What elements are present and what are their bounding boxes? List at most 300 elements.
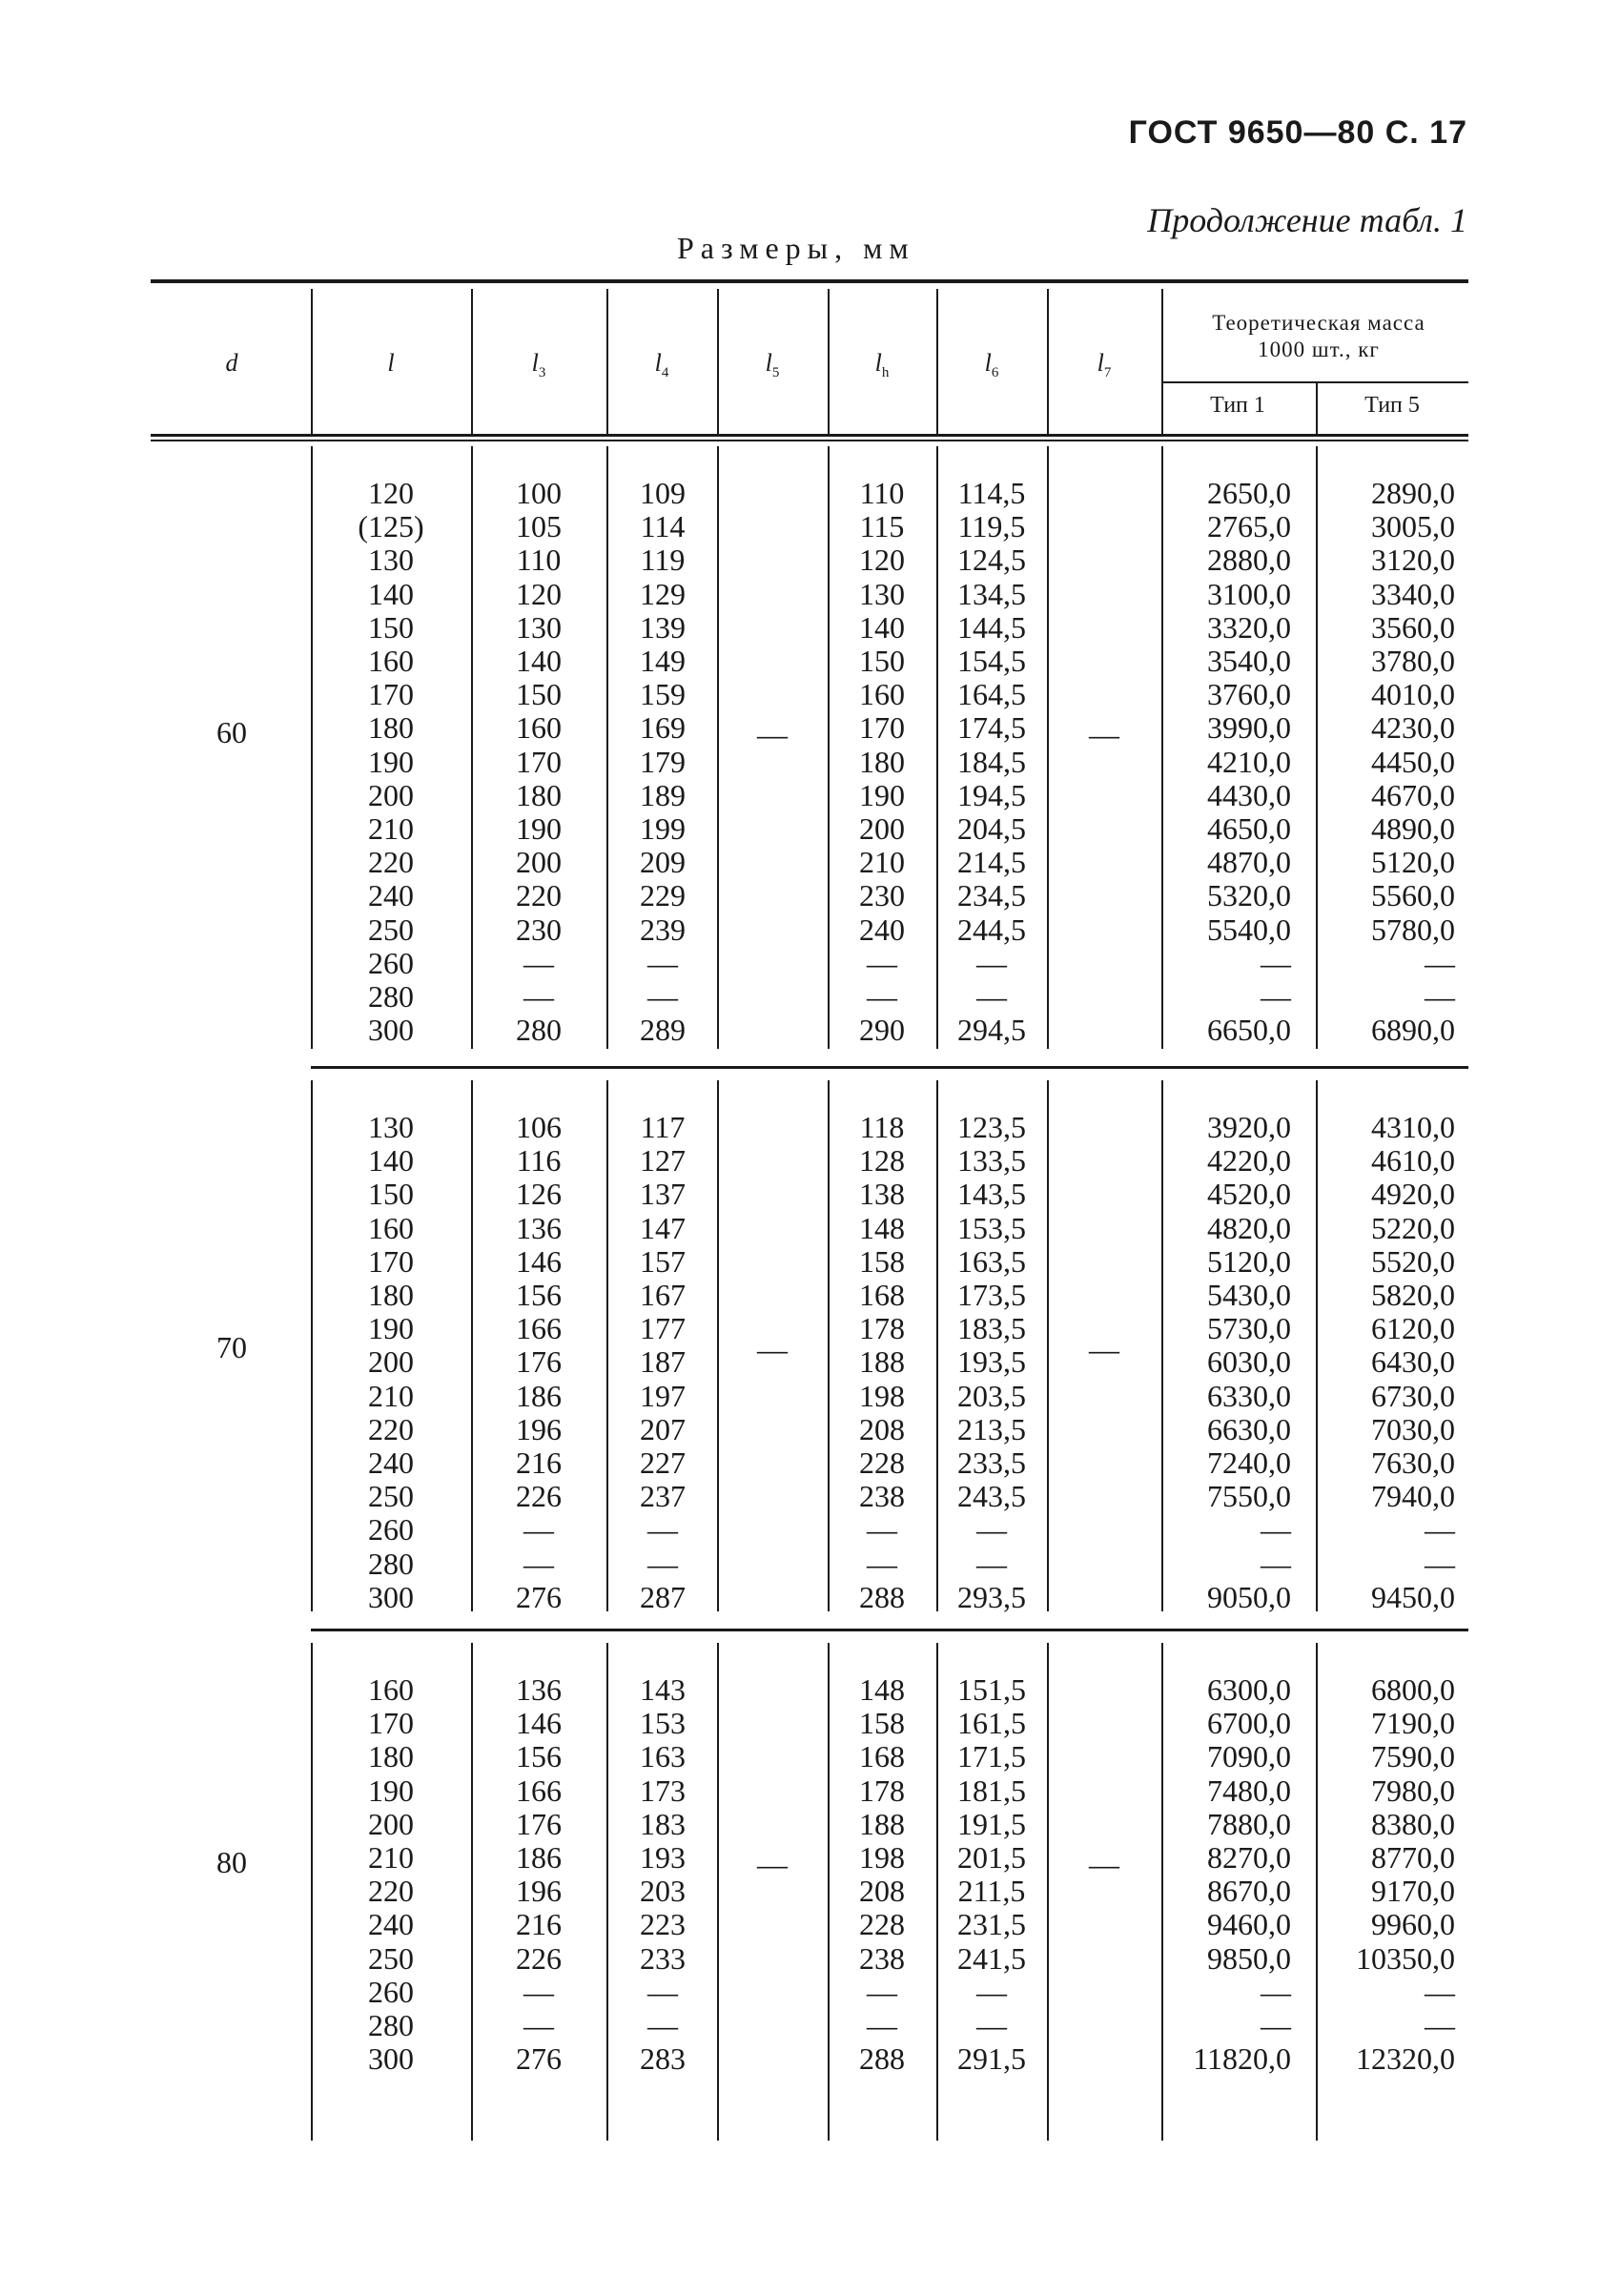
l3-cell: 160 — [516, 710, 562, 746]
l6-cell: 171,5 — [957, 1739, 1026, 1774]
column-divider-line — [606, 1643, 608, 2141]
l3-cell: 110 — [516, 543, 562, 578]
l-cell: 170 — [368, 677, 414, 712]
column-divider-line — [311, 1643, 313, 2141]
column-header-type5: Тип 5 — [1364, 393, 1420, 418]
lh-cell: 158 — [859, 1243, 905, 1279]
column-header-l7: $l_7$ — [1097, 349, 1112, 381]
mass-type5-cell: 5520,0 — [1371, 1243, 1455, 1279]
table-caption: Размеры, мм — [677, 231, 915, 265]
lh-cell: 238 — [859, 1940, 905, 1976]
l6-cell: 119,5 — [957, 509, 1026, 544]
column-header-l4: $l_4$ — [654, 349, 669, 381]
l6-cell: 184,5 — [957, 744, 1026, 779]
l4-cell: 149 — [640, 644, 686, 678]
lh-cell: 118 — [859, 1110, 905, 1144]
mass-type1-cell: — — [1261, 1546, 1291, 1581]
l7-value: — — [1089, 717, 1119, 751]
mass-type5-cell: 9960,0 — [1371, 1907, 1455, 1942]
l3-cell: 216 — [516, 1445, 562, 1480]
lh-cell: 238 — [859, 1479, 905, 1514]
column-divider-line — [471, 1080, 473, 1611]
l4-cell: 183 — [640, 1806, 686, 1841]
lh-cell: 178 — [859, 1311, 905, 1346]
lh-cell: 115 — [859, 509, 905, 544]
l3-cell: 166 — [516, 1773, 562, 1808]
mass-type5-cell: 5120,0 — [1371, 845, 1455, 880]
mass-type1-cell: 3320,0 — [1207, 609, 1291, 645]
mass-type1-cell: 3760,0 — [1207, 677, 1291, 712]
l6-cell: 191,5 — [957, 1806, 1026, 1841]
column-divider-line — [936, 1080, 938, 1611]
l3-cell: 106 — [516, 1110, 562, 1144]
l3-cell: 120 — [516, 576, 562, 611]
l-cell: 160 — [368, 644, 414, 678]
l4-cell: 283 — [640, 2041, 686, 2077]
mass-type1-cell: 6300,0 — [1207, 1672, 1291, 1707]
mass-type5-cell: 7190,0 — [1371, 1706, 1455, 1741]
mass-type5-cell: 9170,0 — [1371, 1874, 1455, 1909]
lh-cell: 198 — [859, 1840, 905, 1875]
l-cell: 130 — [368, 1110, 414, 1144]
column-divider-line — [936, 289, 938, 434]
l6-cell: 183,5 — [957, 1311, 1026, 1346]
l4-cell: — — [647, 1546, 678, 1581]
column-divider-line — [1161, 289, 1163, 434]
column-divider-line — [936, 1643, 938, 2141]
mass-type1-cell: 4430,0 — [1207, 777, 1291, 812]
l-cell: 280 — [368, 1546, 414, 1581]
l6-cell: 214,5 — [957, 845, 1026, 880]
mass-type5-cell: 7940,0 — [1371, 1479, 1455, 1514]
column-divider-line — [1316, 446, 1318, 1049]
l4-cell: — — [647, 2008, 678, 2042]
lh-cell: 120 — [859, 543, 905, 578]
l7-value: — — [1089, 1847, 1119, 1881]
l4-cell: 209 — [640, 845, 686, 880]
l6-cell: — — [976, 2008, 1007, 2042]
column-divider-line — [1161, 1643, 1163, 2141]
mass-type5-cell: 3120,0 — [1371, 543, 1455, 578]
l3-cell: 276 — [516, 2041, 562, 2077]
mass-type1-cell: 6700,0 — [1207, 1706, 1291, 1741]
l-cell: 160 — [368, 1672, 414, 1707]
mass-type1-cell: — — [1261, 1512, 1291, 1548]
lh-cell: 128 — [859, 1143, 905, 1179]
l4-cell: 119 — [640, 543, 686, 578]
l-cell: 240 — [368, 878, 414, 913]
mass-type5-cell: 5820,0 — [1371, 1278, 1455, 1312]
column-divider-line — [936, 446, 938, 1049]
column-header-l3: $l_3$ — [531, 349, 546, 381]
column-divider-line — [606, 289, 608, 434]
l4-cell: 207 — [640, 1411, 686, 1446]
l3-cell: 196 — [516, 1411, 562, 1446]
mass-type5-cell: 6430,0 — [1371, 1344, 1455, 1380]
l4-cell: 127 — [640, 1143, 686, 1179]
l5-value: — — [757, 717, 788, 751]
l6-cell: 163,5 — [957, 1243, 1026, 1279]
l3-cell: 176 — [516, 1806, 562, 1841]
mass-type5-cell: 4010,0 — [1371, 677, 1455, 712]
diameter-value: 60 — [216, 715, 247, 749]
l6-cell: 114,5 — [957, 476, 1026, 510]
l-cell: 170 — [368, 1706, 414, 1741]
l6-cell: 143,5 — [957, 1177, 1026, 1212]
column-header-l: l — [387, 349, 395, 377]
l-cell: 200 — [368, 777, 414, 812]
lh-cell: 138 — [859, 1177, 905, 1212]
mass-type1-cell: 7090,0 — [1207, 1739, 1291, 1774]
mass-type5-cell: 12320,0 — [1356, 2041, 1455, 2077]
l4-cell: — — [647, 1512, 678, 1548]
l-cell: 260 — [368, 1974, 414, 2009]
column-header-mass — [1161, 310, 1476, 363]
column-divider-line — [1316, 1643, 1318, 2141]
l6-cell: — — [976, 979, 1007, 1014]
l-cell: 240 — [368, 1907, 414, 1942]
mass-type5-cell: 8380,0 — [1371, 1806, 1455, 1841]
l6-cell: 124,5 — [957, 543, 1026, 578]
l-cell: 190 — [368, 744, 414, 779]
l4-cell: 109 — [640, 476, 686, 510]
mass-type1-cell: 6650,0 — [1207, 1013, 1291, 1048]
l6-cell: — — [976, 1974, 1007, 2009]
mass-type5-cell: 6120,0 — [1371, 1311, 1455, 1346]
mass-subheader-rule — [1161, 381, 1468, 383]
column-divider-line — [828, 1080, 830, 1611]
l6-cell: 133,5 — [957, 1143, 1026, 1179]
lh-cell: 160 — [859, 677, 905, 712]
mass-type5-cell: 6890,0 — [1371, 1013, 1455, 1048]
lh-cell: — — [867, 979, 897, 1014]
l3-cell: 146 — [516, 1243, 562, 1279]
mass-type5-cell: 10350,0 — [1356, 1940, 1455, 1976]
l4-cell: 143 — [640, 1672, 686, 1707]
l3-cell: 186 — [516, 1840, 562, 1875]
l3-cell: 200 — [516, 845, 562, 880]
mass-type1-cell: 4210,0 — [1207, 744, 1291, 779]
column-header-lh: $l_h$ — [874, 349, 890, 381]
l3-cell: 230 — [516, 912, 562, 947]
lh-cell: 200 — [859, 811, 905, 846]
l4-cell: 114 — [640, 509, 686, 544]
l4-cell: 203 — [640, 1874, 686, 1909]
lh-cell: 228 — [859, 1445, 905, 1480]
mass-type1-cell: 11820,0 — [1193, 2041, 1291, 2077]
l4-cell: 199 — [640, 811, 686, 846]
l3-cell: — — [523, 2008, 554, 2042]
l6-cell: 243,5 — [957, 1479, 1026, 1514]
lh-cell: 198 — [859, 1378, 905, 1413]
lh-cell: 188 — [859, 1344, 905, 1380]
l6-cell: 211,5 — [957, 1874, 1026, 1909]
mass-type5-cell: 4450,0 — [1371, 744, 1455, 779]
l6-cell: — — [976, 1512, 1007, 1548]
mass-type5-cell: — — [1425, 2008, 1455, 2042]
mass-type1-cell: 8670,0 — [1207, 1874, 1291, 1909]
l4-cell: 189 — [640, 777, 686, 812]
mass-type1-cell: 5430,0 — [1207, 1278, 1291, 1312]
l6-cell: 193,5 — [957, 1344, 1026, 1380]
lh-cell: 168 — [859, 1739, 905, 1774]
mass-type5-cell: 8770,0 — [1371, 1840, 1455, 1875]
l-cell: 280 — [368, 2008, 414, 2042]
lh-cell: — — [867, 1974, 897, 2009]
l3-cell: 100 — [516, 476, 562, 510]
mass-type5-cell: 4230,0 — [1371, 710, 1455, 746]
l4-cell: 169 — [640, 710, 686, 746]
l3-cell: — — [523, 1512, 554, 1548]
mass-type1-cell: 4520,0 — [1207, 1177, 1291, 1212]
group-separator-rule — [311, 1629, 1468, 1631]
mass-type5-cell: 4310,0 — [1371, 1110, 1455, 1144]
column-header-l6: $l_6$ — [984, 349, 999, 381]
l4-cell: 153 — [640, 1706, 686, 1741]
mass-type5-cell: 3340,0 — [1371, 576, 1455, 611]
l6-cell: 244,5 — [957, 912, 1026, 947]
page-header-title: ГОСТ 9650—80 С. 17 — [1128, 114, 1467, 151]
mass-type1-cell: 3990,0 — [1207, 710, 1291, 746]
mass-type5-cell: 7590,0 — [1371, 1739, 1455, 1774]
l-cell: 160 — [368, 1210, 414, 1245]
lh-cell: 148 — [859, 1672, 905, 1707]
l6-cell: 164,5 — [957, 677, 1026, 712]
column-header-d: d — [225, 349, 238, 377]
l-cell: 300 — [368, 2041, 414, 2077]
mass-type5-cell: 7630,0 — [1371, 1445, 1455, 1480]
mass-type1-cell: 5540,0 — [1207, 912, 1291, 947]
column-divider-line — [717, 1643, 719, 2141]
l3-cell: — — [523, 1546, 554, 1581]
l3-cell: 186 — [516, 1378, 562, 1413]
l4-cell: — — [647, 979, 678, 1014]
mass-type5-cell: 5560,0 — [1371, 878, 1455, 913]
diameter-value: 70 — [216, 1330, 247, 1364]
l4-cell: 237 — [640, 1479, 686, 1514]
l-cell: 300 — [368, 1013, 414, 1048]
lh-cell: 170 — [859, 710, 905, 746]
l6-cell: 234,5 — [957, 878, 1026, 913]
l3-cell: 216 — [516, 1907, 562, 1942]
column-divider-line — [828, 1643, 830, 2141]
mass-type5-cell: — — [1425, 1512, 1455, 1548]
lh-cell: 188 — [859, 1806, 905, 1841]
diameter-value: 80 — [216, 1845, 247, 1879]
lh-cell: 228 — [859, 1907, 905, 1942]
l6-cell: 154,5 — [957, 644, 1026, 678]
column-divider-line — [471, 289, 473, 434]
column-divider-line — [828, 446, 830, 1049]
l4-cell: 137 — [640, 1177, 686, 1212]
mass-type1-cell: 3920,0 — [1207, 1110, 1291, 1144]
l6-cell: 151,5 — [957, 1672, 1026, 1707]
mass-type1-cell: 4870,0 — [1207, 845, 1291, 880]
l-cell: 190 — [368, 1311, 414, 1346]
lh-cell: 158 — [859, 1706, 905, 1741]
mass-type1-cell: — — [1261, 945, 1291, 980]
l3-cell: 136 — [516, 1210, 562, 1245]
l-cell: 130 — [368, 543, 414, 578]
l6-cell: 213,5 — [957, 1411, 1026, 1446]
l6-cell: 153,5 — [957, 1210, 1026, 1245]
l6-cell: 123,5 — [957, 1110, 1026, 1144]
l4-cell: 167 — [640, 1278, 686, 1312]
l4-cell: 147 — [640, 1210, 686, 1245]
l4-cell: 177 — [640, 1311, 686, 1346]
mass-type1-cell: — — [1261, 2008, 1291, 2042]
l5-value: — — [757, 1332, 788, 1366]
table-top-rule — [151, 279, 1468, 283]
l4-cell: 179 — [640, 744, 686, 779]
column-divider-line — [606, 1080, 608, 1611]
lh-cell: 288 — [859, 2041, 905, 2077]
mass-type5-cell: — — [1425, 979, 1455, 1014]
l3-cell: 220 — [516, 878, 562, 913]
l3-cell: 176 — [516, 1344, 562, 1380]
l4-cell: 139 — [640, 609, 686, 645]
l4-cell: — — [647, 1974, 678, 2009]
l-cell: 220 — [368, 1874, 414, 1909]
mass-type1-cell: 4650,0 — [1207, 811, 1291, 846]
l3-cell: 190 — [516, 811, 562, 846]
column-divider-line — [311, 446, 313, 1049]
mass-type5-cell: 6800,0 — [1371, 1672, 1455, 1707]
l-cell: 200 — [368, 1806, 414, 1841]
lh-cell: 190 — [859, 777, 905, 812]
mass-type5-cell: 4670,0 — [1371, 777, 1455, 812]
l6-cell: 204,5 — [957, 811, 1026, 846]
l3-cell: 116 — [516, 1143, 562, 1179]
mass-type5-cell: 9450,0 — [1371, 1579, 1455, 1614]
l6-cell: 293,5 — [957, 1579, 1026, 1614]
l3-cell: 166 — [516, 1311, 562, 1346]
l-cell: 240 — [368, 1445, 414, 1480]
lh-cell: 140 — [859, 609, 905, 645]
l5-value: — — [757, 1847, 788, 1881]
l6-cell: — — [976, 945, 1007, 980]
mass-type1-cell: 7480,0 — [1207, 1773, 1291, 1808]
mass-type1-cell: 9050,0 — [1207, 1579, 1291, 1614]
column-divider-line — [311, 1080, 313, 1611]
l3-cell: 196 — [516, 1874, 562, 1909]
mass-type1-cell: 9460,0 — [1207, 1907, 1291, 1942]
l3-cell: — — [523, 945, 554, 980]
mass-type1-cell: 7550,0 — [1207, 1479, 1291, 1514]
l6-cell: 291,5 — [957, 2041, 1026, 2077]
l3-cell: 156 — [516, 1739, 562, 1774]
mass-type1-cell: 6330,0 — [1207, 1378, 1291, 1413]
lh-cell: — — [867, 1512, 897, 1548]
l-cell: 210 — [368, 811, 414, 846]
mass-type5-cell: — — [1425, 1546, 1455, 1581]
l6-cell: 201,5 — [957, 1840, 1026, 1875]
l3-cell: — — [523, 979, 554, 1014]
mass-type1-cell: 5320,0 — [1207, 878, 1291, 913]
mass-type1-cell: 2765,0 — [1207, 509, 1291, 544]
header-bottom-rule-2 — [151, 440, 1468, 441]
mass-type1-cell: 5730,0 — [1207, 1311, 1291, 1346]
l3-cell: 136 — [516, 1672, 562, 1707]
mass-divider-line — [1316, 383, 1318, 434]
l3-cell: 280 — [516, 1013, 562, 1048]
l-cell: 150 — [368, 609, 414, 645]
mass-type1-cell: 7240,0 — [1207, 1445, 1291, 1480]
mass-header-title: Теоретическая масса — [1212, 311, 1425, 335]
l4-cell: 129 — [640, 576, 686, 611]
column-divider-line — [717, 289, 719, 434]
mass-type5-cell: — — [1425, 1974, 1455, 2009]
l3-cell: 156 — [516, 1278, 562, 1312]
column-header-type1: Тип 1 — [1210, 393, 1265, 418]
l3-cell: 180 — [516, 777, 562, 812]
mass-type1-cell: 8270,0 — [1207, 1840, 1291, 1875]
l6-cell: 241,5 — [957, 1940, 1026, 1976]
l-cell: 120 — [368, 476, 414, 510]
l6-cell: 134,5 — [957, 576, 1026, 611]
l6-cell: 144,5 — [957, 609, 1026, 645]
l-cell: 140 — [368, 576, 414, 611]
l-cell: 150 — [368, 1177, 414, 1212]
l6-cell: 294,5 — [957, 1013, 1026, 1048]
l6-cell: 181,5 — [957, 1773, 1026, 1808]
l3-cell: 170 — [516, 744, 562, 779]
header-bottom-rule — [151, 434, 1468, 437]
l-cell: 220 — [368, 845, 414, 880]
l-cell: 180 — [368, 1278, 414, 1312]
l6-cell: 161,5 — [957, 1706, 1026, 1741]
mass-type5-cell: 3560,0 — [1371, 609, 1455, 645]
column-divider-line — [1047, 289, 1049, 434]
lh-cell: 150 — [859, 644, 905, 678]
column-divider-line — [1161, 446, 1163, 1049]
lh-cell: 210 — [859, 845, 905, 880]
column-divider-line — [1047, 1643, 1049, 2141]
l-cell: 170 — [368, 1243, 414, 1279]
column-divider-line — [606, 446, 608, 1049]
mass-header-subtitle: 1000 шт., кг — [1258, 338, 1380, 361]
lh-cell: — — [867, 2008, 897, 2042]
l4-cell: 233 — [640, 1940, 686, 1976]
l4-cell: 157 — [640, 1243, 686, 1279]
l4-cell: 187 — [640, 1344, 686, 1380]
mass-type5-cell: 5220,0 — [1371, 1210, 1455, 1245]
l-cell: 220 — [368, 1411, 414, 1446]
column-divider-line — [471, 1643, 473, 2141]
column-divider-line — [311, 289, 313, 434]
mass-type1-cell: 9850,0 — [1207, 1940, 1291, 1976]
mass-type5-cell: 6730,0 — [1371, 1378, 1455, 1413]
column-divider-line — [828, 289, 830, 434]
l3-cell: — — [523, 1974, 554, 2009]
l4-cell: 227 — [640, 1445, 686, 1480]
l-cell: 190 — [368, 1773, 414, 1808]
lh-cell: 290 — [859, 1013, 905, 1048]
mass-type1-cell: 5120,0 — [1207, 1243, 1291, 1279]
l4-cell: 193 — [640, 1840, 686, 1875]
mass-type5-cell: 4890,0 — [1371, 811, 1455, 846]
l4-cell: 289 — [640, 1013, 686, 1048]
l6-cell: — — [976, 1546, 1007, 1581]
l4-cell: 173 — [640, 1773, 686, 1808]
mass-type1-cell: 6030,0 — [1207, 1344, 1291, 1380]
lh-cell: 208 — [859, 1411, 905, 1446]
l6-cell: 233,5 — [957, 1445, 1026, 1480]
l7-value: — — [1089, 1332, 1119, 1366]
mass-type1-cell: 3540,0 — [1207, 644, 1291, 678]
mass-type5-cell: — — [1425, 945, 1455, 980]
mass-type1-cell: 2650,0 — [1207, 476, 1291, 510]
